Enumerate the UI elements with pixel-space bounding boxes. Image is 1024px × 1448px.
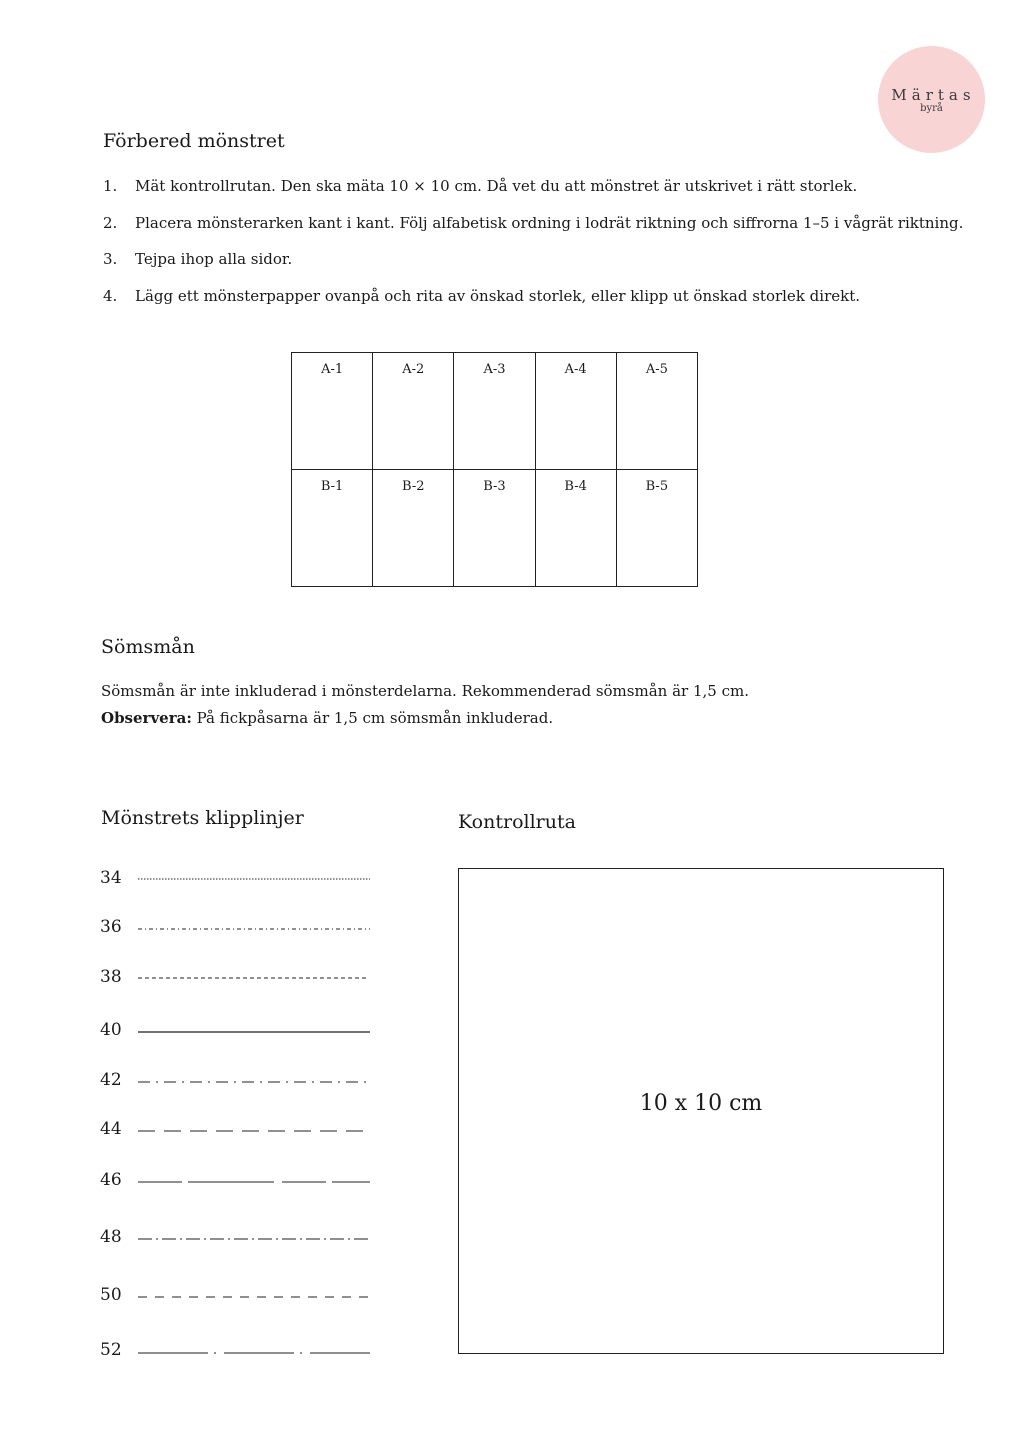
- step-number: 4.: [103, 286, 118, 305]
- cut-line-dotted: [138, 868, 372, 892]
- cut-line-size: 42: [100, 1070, 122, 1090]
- cut-line-size: 46: [100, 1170, 122, 1190]
- grid-cell: A-3: [454, 353, 535, 470]
- step-item: [103, 214, 963, 251]
- cut-lines-title: Mönstrets klipplinjer: [101, 807, 304, 829]
- grid-cell: B-2: [373, 470, 454, 587]
- control-square: [458, 868, 944, 1354]
- cut-line-solid: [138, 1020, 372, 1044]
- cut-line-long-dash-dot-wide: [138, 1340, 372, 1364]
- grid-cell: A-4: [535, 353, 616, 470]
- prepare-title: Förbered mönstret: [103, 130, 285, 152]
- control-title: Kontrollruta: [458, 811, 576, 833]
- cut-line-size: 34: [100, 868, 122, 888]
- step-item: [103, 250, 963, 287]
- grid-cell: A-2: [373, 353, 454, 470]
- grid-cell: A-1: [292, 353, 373, 470]
- cut-line-even-dash: [138, 1285, 372, 1309]
- cut-line-row: [100, 917, 380, 941]
- seam-note: [101, 705, 749, 732]
- seam-title: Sömsmån: [101, 636, 195, 658]
- step-item: [103, 287, 963, 324]
- cut-line-size: 50: [100, 1285, 122, 1305]
- step-number: 1.: [103, 177, 118, 195]
- prepare-steps: [103, 177, 963, 323]
- cut-line-dash-dot-fine: [138, 1227, 372, 1251]
- sheet-layout-grid: [291, 352, 698, 587]
- step-number: 3.: [103, 250, 118, 268]
- cut-line-size: 38: [100, 967, 122, 987]
- cut-line-row: [100, 1285, 380, 1309]
- step-item: [103, 177, 963, 214]
- seam-text: Sömsmån är inte inkluderad i mönsterdelarna. Rekommenderad sömsmån är 1,5 cm.: [101, 682, 749, 700]
- logo-subtitle: byrå: [920, 102, 943, 114]
- cut-line-dash-dot: [138, 917, 372, 941]
- grid-cell: A-5: [616, 353, 697, 470]
- step-text: Mät kontrollrutan. Den ska mäta 10 × 10 cm. Då vet du att mönstret är utskrivet i rätt storlek.: [135, 177, 858, 195]
- grid-cell: B-3: [454, 470, 535, 587]
- cut-line-size: 48: [100, 1227, 122, 1247]
- step-text: Tejpa ihop alla sidor.: [135, 250, 293, 268]
- cut-line-long-dash-dot: [138, 1070, 372, 1094]
- cut-line-size: 40: [100, 1020, 122, 1040]
- seam-note-text: På fickpåsarna är 1,5 cm sömsmån inkluderad.: [191, 709, 554, 727]
- cut-line-short-dash: [138, 967, 372, 991]
- cut-line-size: 36: [100, 917, 122, 937]
- cut-line-row: [100, 1020, 380, 1044]
- logo-name: Märtas: [891, 85, 976, 104]
- cut-line-medium-dash: [138, 1119, 372, 1143]
- cut-line-row: [100, 868, 380, 892]
- step-number: 2.: [103, 213, 118, 232]
- cut-line-size: 44: [100, 1119, 122, 1139]
- grid-cell: B-1: [292, 470, 373, 587]
- cut-line-size: 52: [100, 1340, 122, 1360]
- step-text: Lägg ett mönsterpapper ovanpå och rita av önskad storlek, eller klipp ut önskad storlek direkt.: [135, 286, 861, 305]
- seam-note-label: Observera:: [101, 709, 192, 727]
- seam-text-block: [101, 678, 749, 732]
- control-size-label: 10 x 10 cm: [639, 1091, 763, 1116]
- cut-line-long-dash: [138, 1170, 372, 1194]
- cut-line-row: [100, 1340, 380, 1364]
- cut-line-row: [100, 1070, 380, 1094]
- brand-logo: [878, 46, 985, 153]
- cut-line-row: [100, 967, 380, 991]
- grid-row: [292, 470, 698, 587]
- grid-cell: B-4: [535, 470, 616, 587]
- step-text: Placera mönsterarken kant i kant. Följ alfabetisk ordning i lodrät riktning och siffrorna 1–5 i vågrät riktning.: [135, 213, 964, 232]
- cut-line-row: [100, 1119, 380, 1143]
- cut-line-row: [100, 1227, 380, 1251]
- grid-cell: B-5: [616, 470, 697, 587]
- cut-line-row: [100, 1170, 380, 1194]
- grid-row: [292, 353, 698, 470]
